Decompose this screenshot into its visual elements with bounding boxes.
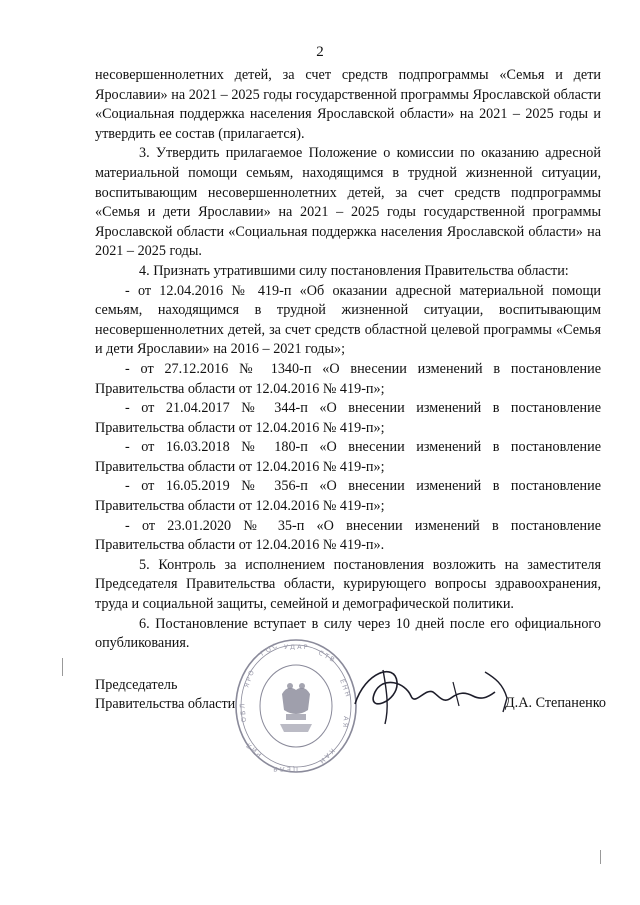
- signer-name: Д.А. Степаненко: [505, 695, 606, 711]
- svg-text:О Б Л: О Б Л: [238, 703, 248, 723]
- svg-text:У Д А Р: У Д А Р: [284, 643, 308, 651]
- signer-title-line1: Председатель: [95, 677, 178, 693]
- page-number: 2: [316, 44, 324, 60]
- signer-title-line2: Правительства области: [95, 696, 236, 712]
- paragraph-item-4: 4. Признать утратившими силу постановления Правительства области:: [139, 262, 569, 279]
- svg-text:Р И Я: Р И Я: [244, 741, 264, 759]
- svg-text:Г О С: Г О С: [259, 641, 279, 658]
- svg-text:К А Н: К А Н: [317, 746, 337, 766]
- svg-text:Ц Е Л Я: Ц Е Л Я: [273, 765, 298, 773]
- scan-artifact: [62, 658, 63, 676]
- paragraph-item-6: 6. Постановление вступает в силу через 10 дней после его официального опубликования.: [95, 615, 601, 652]
- list-item-decree-180: - от 16.03.2018 № 180-п «О внесении изменений в постановление Правительства области от 12.04.2016 № 419-п»;: [95, 439, 601, 475]
- svg-text:С Т В: С Т В: [317, 648, 336, 664]
- svg-text:Е Н Н: Е Н Н: [338, 677, 352, 698]
- list-item-decree-1340: - от 27.12.2016 № 1340-п «О внесении изменений в постановление Правительства области от 12.04.2016 № 419-п»;: [95, 360, 601, 397]
- paragraph-item-3: 3. Утвердить прилагаемое Положение о комиссии по оказанию адресной материальной помощи семьям, находящимся в трудной жизненной ситуации, воспитывающим несовершеннолетних детей, за счет средств подпрограммы «Семья и дети Ярославии» на 2021 – 2025 годы государственной программы Ярославской области «Социальная поддержка населения Ярославской области» на 2021 – 2025 годы.: [95, 145, 601, 260]
- list-item-decree-35: - от 23.01.2020 № 35-п «О внесении изменений в постановление Правительства области от 12.04.2016 № 419-п».: [95, 517, 601, 554]
- scan-artifact: [600, 850, 601, 864]
- signature-block: [95, 676, 235, 714]
- handwritten-signature: [335, 652, 535, 732]
- paragraph-item-5: 5. Контроль за исполнением постановления возложить на заместителя Председателя Правительства области, курирующего вопросы здравоохранения, труда и социальной защиты, семейной и демографической политики.: [95, 556, 601, 613]
- paragraph-continuation: несовершеннолетних детей, за счет средств подпрограммы «Семья и дети Ярославии» на 2021 – 2025 годы государственной программы Ярославской области «Социальная поддержка населения Ярославской области» на 2021 – 2025 годы и утвердить ее состав (прилагается).: [95, 67, 601, 142]
- svg-text:Я Р О: Я Р О: [242, 669, 256, 689]
- list-item-decree-344: - от 21.04.2017 № 344-п «О внесении изменений в постановление Правительства области от 12.04.2016 № 419-п»;: [95, 400, 601, 436]
- list-item-decree-356: - от 16.05.2019 № 356-п «О внесении изменений в постановление Правительства области от 12.04.2016 № 419-п»;: [95, 478, 601, 515]
- document-body: [95, 66, 601, 654]
- list-item-decree-419: - от 12.04.2016 № 419-п «Об оказании адресной материальной помощи семьям, находящимся в трудной жизненной ситуации, воспитывающим несовершеннолетних детей, за счет средств областной целевой программы «Семья и дети Ярославии» на 2016 – 2021 годы»;: [95, 282, 601, 358]
- svg-text:А Я: А Я: [341, 715, 350, 728]
